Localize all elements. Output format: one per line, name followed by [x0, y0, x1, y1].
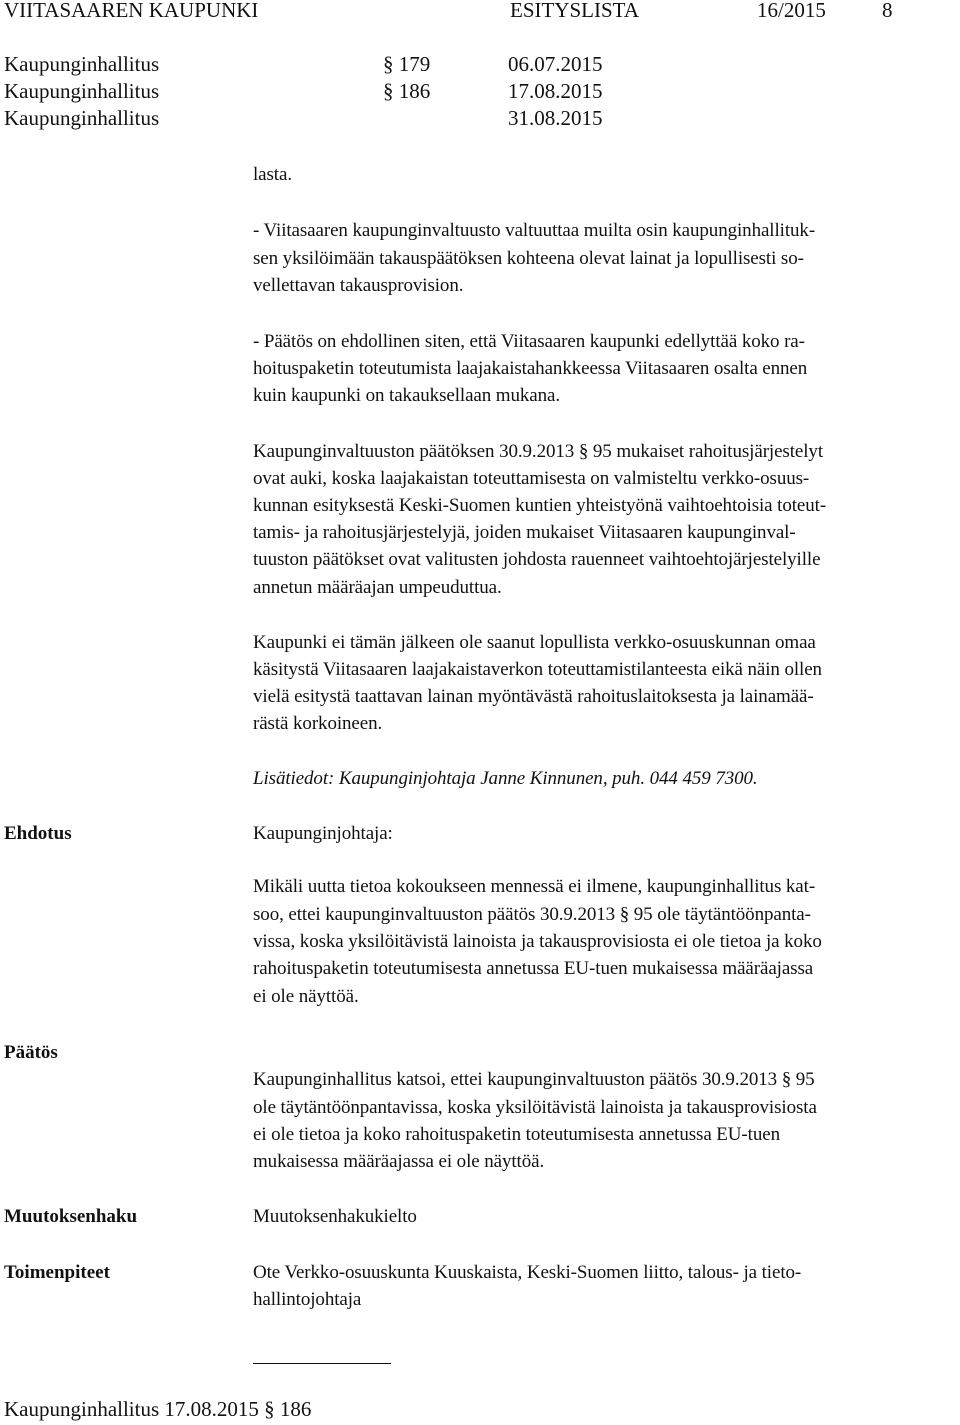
- body-line: kunnan esityksestä Keski-Suomen kuntien yhteistyönä vaihtoehtoisia toteut-: [253, 495, 827, 516]
- section-label-paatos: Päätös: [4, 1042, 58, 1063]
- body-line: ovat auki, koska laajakaistan toteuttamisesta on valmisteltu verkko-osuus-: [253, 468, 810, 489]
- proposal-line: soo, ettei kaupunginvaltuuston päätös 30.9.2013 § 95 ole täytäntöönpanta-: [253, 904, 811, 925]
- history-date: 17.08.2015: [508, 79, 603, 103]
- history-section: § 186: [383, 79, 431, 103]
- proposal-line: ei ole näyttöä.: [253, 986, 359, 1007]
- body-line: käsitystä Viitasaaren laajakaistaverkon toteuttamistilanteesta eikä näin ollen: [253, 659, 822, 680]
- body-line: tamis- ja rahoitusjärjestelyjä, joiden mukaiset Viitasaaren kaupunginval-: [253, 522, 796, 543]
- history-body: Kaupunginhallitus: [4, 79, 160, 103]
- body-line: hoituspaketin toteutumista laajakaistahankkeessa Viitasaaren osalta ennen: [253, 358, 808, 379]
- section-label-muutoksenhaku: Muutoksenhaku: [4, 1206, 138, 1227]
- appeal-text: Muutoksenhakukielto: [253, 1206, 417, 1227]
- document-number: 16/2015: [757, 0, 826, 22]
- body-line: rästä korkoineen.: [253, 713, 383, 734]
- body-line: Kaupunginvaltuuston päätöksen 30.9.2013 § 95 mukaiset rahoitusjärjestelyt: [253, 441, 823, 462]
- history-section: § 179: [383, 52, 431, 76]
- decision-line: mukaisessa määräajassa ei ole näyttöä.: [253, 1151, 545, 1172]
- decision-line: Kaupunginhallitus katsoi, ettei kaupunginvaltuuston päätös 30.9.2013 § 95: [253, 1069, 815, 1090]
- proposal-line: Mikäli uutta tietoa kokoukseen mennessä ei ilmene, kaupunginhallitus kat-: [253, 876, 816, 897]
- body-line: tuuston päätökset ovat valitusten johdosta rauenneet vaihtoehtojärjestelyille: [253, 549, 821, 570]
- body-line: annetun määräajan umpeuduttua.: [253, 577, 502, 598]
- contact-info: Lisätiedot: Kaupunginjohtaja Janne Kinnunen, puh. 044 459 7300.: [253, 768, 758, 789]
- history-body: Kaupunginhallitus: [4, 52, 160, 76]
- actions-line: Ote Verkko-osuuskunta Kuuskaista, Keski-Suomen liitto, talous- ja tieto-: [253, 1262, 802, 1283]
- history-date: 06.07.2015: [508, 52, 603, 76]
- body-line: lasta.: [253, 164, 292, 185]
- proposal-line: rahoituspaketin toteutumisesta annetussa EU-tuen mukaisessa määräajassa: [253, 958, 814, 979]
- decision-line: ei ole tietoa ja koko rahoituspaketin toteutumisesta annetussa EU-tuen: [253, 1124, 780, 1145]
- body-line: kuin kaupunki on takauksellaan mukana.: [253, 385, 560, 406]
- footer-divider: [253, 1363, 391, 1364]
- presenter: Kaupunginjohtaja:: [253, 823, 393, 844]
- body-line: Kaupunki ei tämän jälkeen ole saanut lopullista verkko-osuuskunnan omaa: [253, 632, 816, 653]
- org-name: VIITASAAREN KAUPUNKI: [4, 0, 259, 22]
- section-label-ehdotus: Ehdotus: [4, 823, 72, 844]
- proposal-line: vissa, koska yksilöitävistä lainoista ja takausprovisiosta ei ole tietoa ja koko: [253, 931, 822, 952]
- actions-line: hallintojohtaja: [253, 1289, 362, 1310]
- footer-reference: Kaupunginhallitus 17.08.2015 § 186: [4, 1397, 312, 1421]
- body-line: sen yksilöimään takauspäätöksen kohteena olevat lainat ja lopullisesti so-: [253, 248, 804, 269]
- page-number: 8: [882, 0, 893, 22]
- document-type: ESITYSLISTA: [510, 0, 639, 22]
- history-date: 31.08.2015: [508, 106, 603, 130]
- history-body: Kaupunginhallitus: [4, 106, 160, 130]
- body-line: vellettavan takausprovision.: [253, 275, 464, 296]
- body-line: - Viitasaaren kaupunginvaltuusto valtuuttaa muilta osin kaupunginhallituk-: [253, 220, 816, 241]
- body-line: - Päätös on ehdollinen siten, että Viitasaaren kaupunki edellyttää koko ra-: [253, 331, 805, 352]
- body-line: vielä esitystä taattavan lainan myöntävästä rahoituslaitoksesta ja lainamää-: [253, 686, 814, 707]
- decision-line: ole täytäntöönpantavissa, koska yksilöitävistä lainoista ja takausprovisiosta: [253, 1097, 817, 1118]
- section-label-toimenpiteet: Toimenpiteet: [4, 1262, 110, 1283]
